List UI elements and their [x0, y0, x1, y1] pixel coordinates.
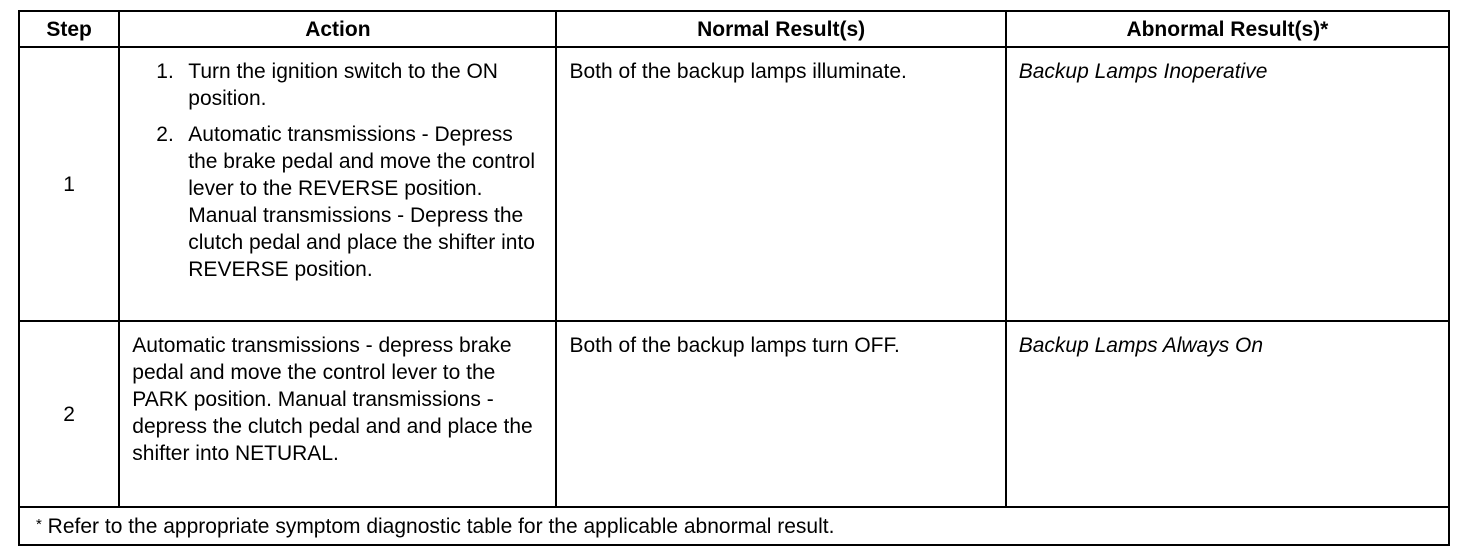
header-normal-results: Normal Result(s) — [556, 11, 1005, 47]
table-row-step-1 — [19, 47, 1449, 321]
header-action: Action — [119, 11, 556, 47]
footnote-row — [19, 507, 1449, 545]
action-step-item: Automatic transmissions - Depress the brake pedal and move the control lever to the REVERSE position. Manual transmissions - Depress the clutch pedal and place the shifter into REVERSE position. — [188, 123, 535, 281]
action-cell — [119, 47, 556, 321]
header-abnormal-results: Abnormal Result(s)* — [1006, 11, 1449, 47]
abnormal-result-cell: Backup Lamps Inoperative — [1006, 47, 1449, 321]
normal-result-cell: Both of the backup lamps turn OFF. — [556, 321, 1005, 507]
table-row-step-2 — [19, 321, 1449, 507]
abnormal-result-cell: Backup Lamps Always On — [1006, 321, 1449, 507]
diagnostic-table — [18, 10, 1450, 546]
step-number: 1 — [19, 47, 119, 321]
footnote-marker: * — [36, 515, 42, 533]
header-row — [19, 11, 1449, 47]
action-step-item: Turn the ignition switch to the ON position. — [188, 60, 498, 110]
footnote — [19, 507, 1449, 545]
step-number: 2 — [19, 321, 119, 507]
action-cell: Automatic transmissions - depress brake pedal and move the control lever to the PARK position. Manual transmissions - depress the clutch pedal and and place the shifter into NETURAL. — [119, 321, 556, 507]
action-steps-list — [132, 58, 543, 283]
footnote-text: Refer to the appropriate symptom diagnostic table for the applicable abnormal result. — [41, 514, 835, 538]
normal-result-cell: Both of the backup lamps illuminate. — [556, 47, 1005, 321]
header-step: Step — [19, 11, 119, 47]
